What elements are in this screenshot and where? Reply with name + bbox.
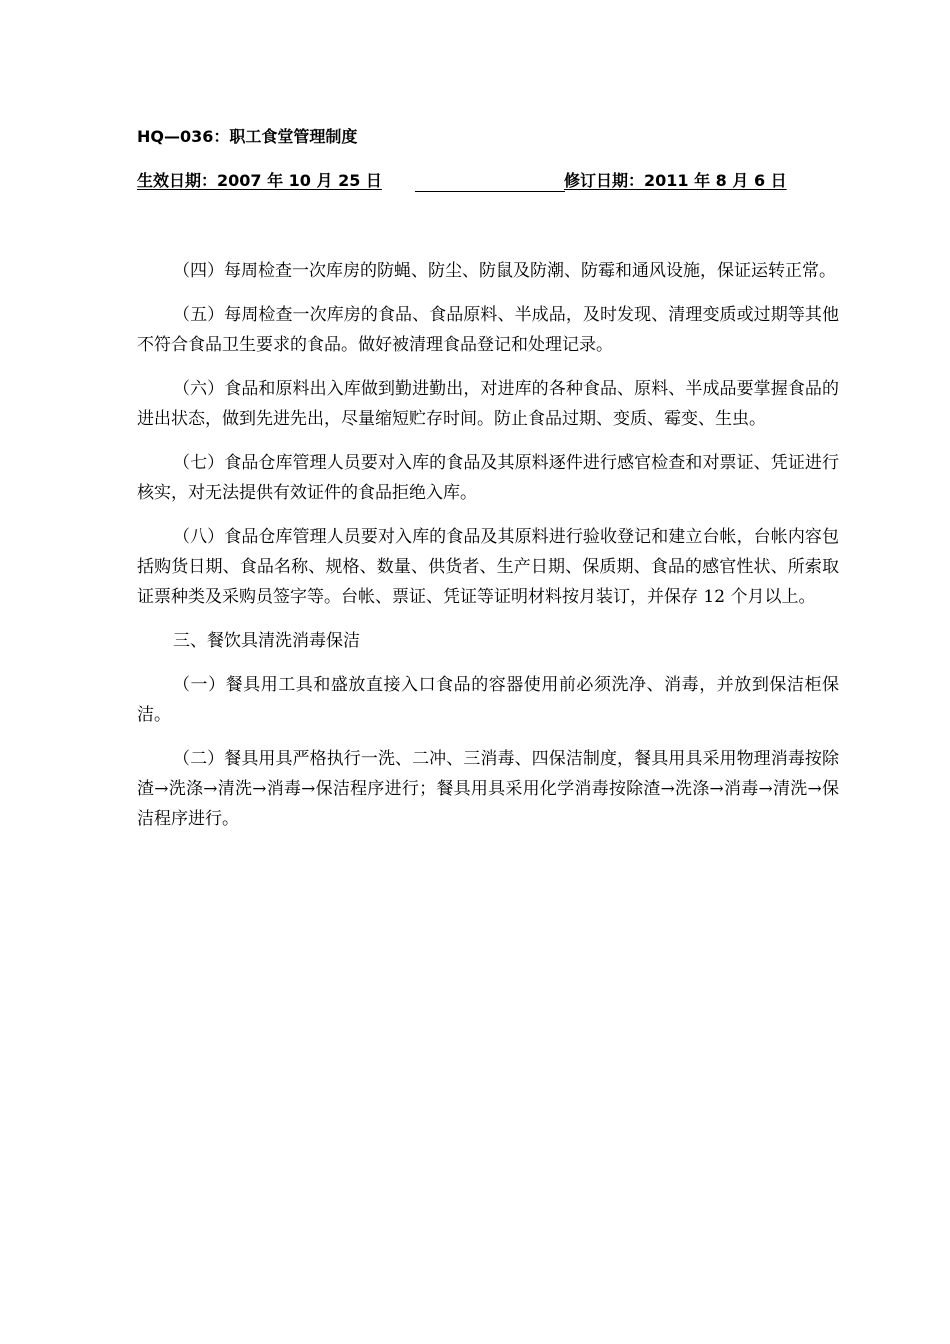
paragraph-item-4: （四）每周检查一次库房的防蝇、防尘、防鼠及防潮、防霉和通风设施，保证运转正常。 <box>173 261 836 281</box>
paragraph-item-7: （七）食品仓库管理人员要对入库的食品及其原料逐件进行感官检查和对票证、凭证进行核实，对无法提供有效证件的食品拒绝入库。 <box>137 453 839 503</box>
paragraph-item-1: （一）餐具用工具和盛放直接入口食品的容器使用前必须洗净、消毒，并放到保洁柜保洁。 <box>137 675 839 725</box>
paragraph-item-2: （二）餐具用具严格执行一洗、二冲、三消毒、四保洁制度，餐具用具采用物理消毒按除渣→洗涤→清洗→消毒→保洁程序进行；餐具用具采用化学消毒按除渣→洗涤→消毒→清洗→保洁程序进行。 <box>137 749 839 829</box>
date-underline-gap <box>415 191 565 192</box>
document-title: HQ—036：职工食堂管理制度 <box>137 127 358 146</box>
revised-date: 修订日期：2011 年 8 月 6 日 <box>564 171 787 190</box>
section-heading: 三、餐饮具清洗消毒保洁 <box>173 631 360 651</box>
effective-date: 生效日期：2007 年 10 月 25 日 <box>137 171 382 190</box>
document-body <box>137 256 839 848</box>
paragraph-item-8: （八）食品仓库管理人员要对入库的食品及其原料进行验收登记和建立台帐，台帐内容包括购货日期、食品名称、规格、数量、供货者、生产日期、保质期、食品的感官性状、所索取证票种类及采购员签字等。台帐、票证、凭证等证明材料按月装订，并保存 12 个月以上。 <box>137 527 839 607</box>
date-line <box>137 170 837 194</box>
paragraph-item-6: （六）食品和原料出入库做到勤进勤出，对进库的各种食品、原料、半成品要掌握食品的进出状态，做到先进先出，尽量缩短贮存时间。防止食品过期、变质、霉变、生虫。 <box>137 379 839 429</box>
paragraph-item-5: （五）每周检查一次库房的食品、食品原料、半成品，及时发现、清理变质或过期等其他不符合食品卫生要求的食品。做好被清理食品登记和处理记录。 <box>137 305 839 355</box>
